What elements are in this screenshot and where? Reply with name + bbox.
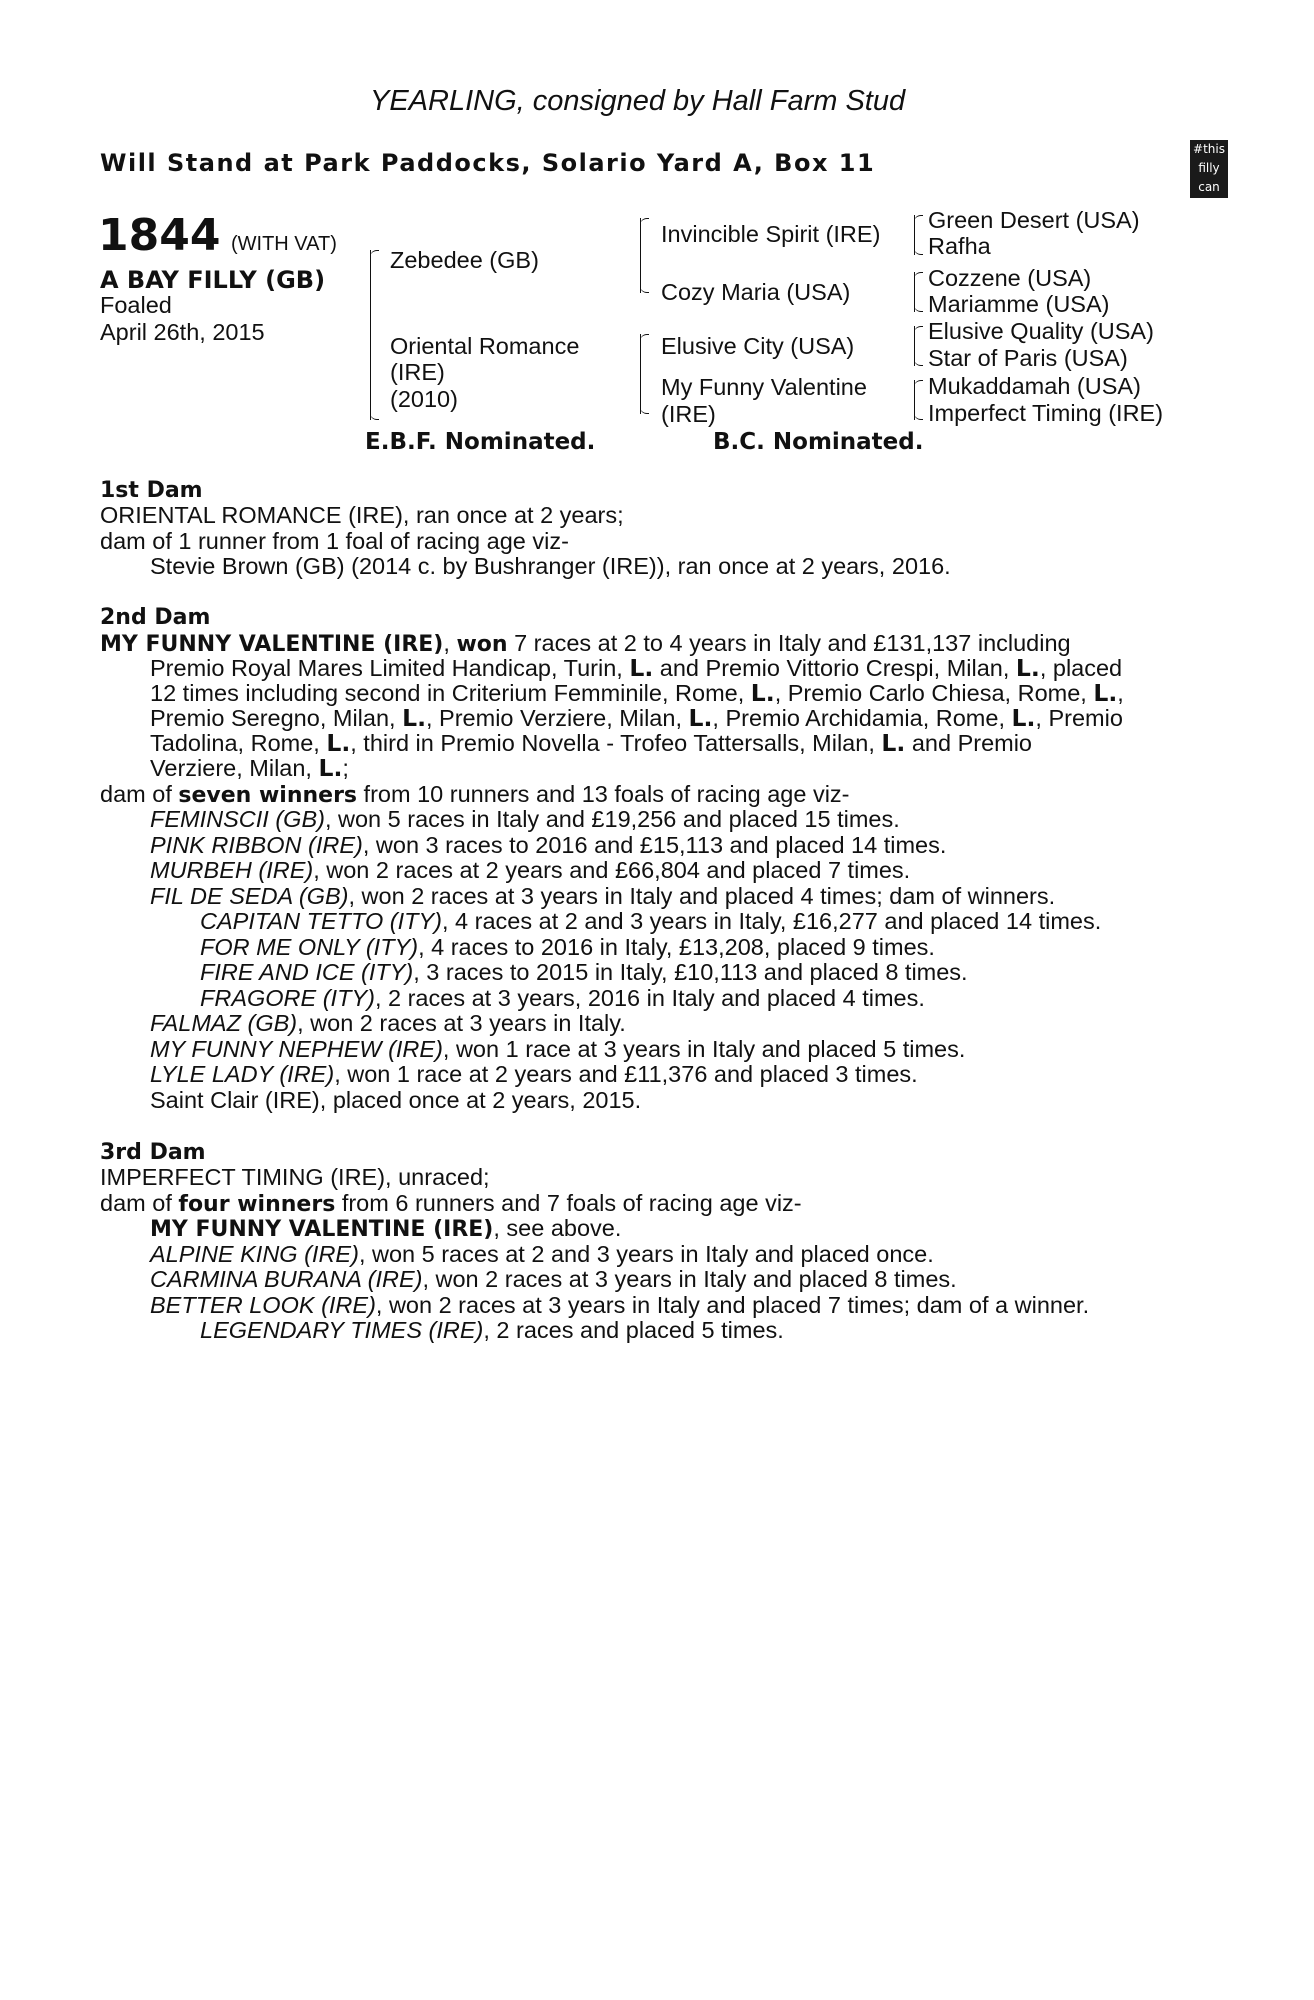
second-dam-para-line-4: Premio Seregno, Milan, L., Premio Verziere, Milan, L., Premio Archidamia, Rome, L., Premio bbox=[150, 704, 1123, 732]
sire-sire: Invincible Spirit (IRE) bbox=[661, 221, 881, 247]
dam-dam-line-1: My Funny Valentine bbox=[661, 374, 867, 400]
brace-ds bbox=[914, 326, 915, 366]
second-dam-dam-of: dam of seven winners from 10 runners and 13 foals of racing age viz- bbox=[100, 781, 850, 808]
page-title: YEARLING, consigned by Hall Farm Stud bbox=[370, 85, 906, 117]
first-dam-line-2: dam of 1 runner from 1 foal of racing age viz- bbox=[100, 528, 569, 554]
sdd: Mariamme (USA) bbox=[928, 291, 1110, 317]
list-item: FALMAZ (GB), won 2 races at 3 years in Italy. bbox=[150, 1010, 626, 1036]
list-item: CAPITAN TETTO (ITY), 4 races at 2 and 3 years in Italy, £16,277 and placed 14 times. bbox=[200, 908, 1102, 934]
first-dam-line-3: Stevie Brown (GB) (2014 c. by Bushranger (IRE)), ran once at 2 years, 2016. bbox=[150, 553, 951, 579]
foaled-date: April 26th, 2015 bbox=[100, 319, 265, 345]
dss: Elusive Quality (USA) bbox=[928, 318, 1154, 344]
dam-sire: Elusive City (USA) bbox=[661, 333, 855, 359]
first-dam-heading: 1st Dam bbox=[100, 478, 203, 503]
pedigree-brace-sire bbox=[640, 218, 641, 293]
list-item: MURBEH (IRE), won 2 races at 2 years and £66,804 and placed 7 times. bbox=[150, 857, 911, 883]
sire-dam: Cozy Maria (USA) bbox=[661, 279, 851, 305]
list-item: MY FUNNY VALENTINE (IRE), see above. bbox=[150, 1215, 622, 1242]
dam-dam-line-2: (IRE) bbox=[661, 401, 716, 427]
third-dam-dam-of: dam of four winners from 6 runners and 7 foals of racing age viz- bbox=[100, 1190, 802, 1217]
location-line: Will Stand at Park Paddocks, Solario Yard A, Box 11 bbox=[100, 149, 876, 177]
sds: Cozzene (USA) bbox=[928, 265, 1092, 291]
third-dam-line-1: IMPERFECT TIMING (IRE), unraced; bbox=[100, 1164, 490, 1190]
ddd: Imperfect Timing (IRE) bbox=[928, 400, 1164, 426]
list-item: BETTER LOOK (IRE), won 2 races at 3 years in Italy and placed 7 times; dam of a winner. bbox=[150, 1292, 1090, 1318]
second-dam-para-line-5: Tadolina, Rome, L., third in Premio Novella - Trofeo Tattersalls, Milan, L. and Premio bbox=[150, 729, 1032, 757]
first-dam-line-1: ORIENTAL ROMANCE (IRE), ran once at 2 years; bbox=[100, 502, 624, 528]
sire: Zebedee (GB) bbox=[390, 247, 539, 273]
dam-line-3: (2010) bbox=[390, 386, 458, 412]
sss: Green Desert (USA) bbox=[928, 207, 1140, 233]
list-item: LYLE LADY (IRE), won 1 race at 2 years and £11,376 and placed 3 times. bbox=[150, 1061, 918, 1087]
second-dam-para-line-1: MY FUNNY VALENTINE (IRE), won 7 races at 2 to 4 years in Italy and £131,137 including bbox=[100, 630, 1071, 657]
list-item: ALPINE KING (IRE), won 5 races at 2 and 3 years in Italy and placed once. bbox=[150, 1241, 934, 1267]
ssd: Rafha bbox=[928, 233, 991, 259]
list-item: FIL DE SEDA (GB), won 2 races at 3 years in Italy and placed 4 times; dam of winners. bbox=[150, 883, 1056, 909]
dds: Mukaddamah (USA) bbox=[928, 373, 1141, 399]
second-dam-para-line-3: 12 times including second in Criterium Femminile, Rome, L., Premio Carlo Chiesa, Rome, L., bbox=[150, 679, 1124, 707]
dam-line-1: Oriental Romance bbox=[390, 333, 580, 359]
dsd: Star of Paris (USA) bbox=[928, 345, 1128, 371]
dam-line-2: (IRE) bbox=[390, 359, 445, 385]
lot-name: A BAY FILLY (GB) bbox=[100, 266, 326, 294]
second-dam-para-line-2: Premio Royal Mares Limited Handicap, Turin, L. and Premio Vittorio Crespi, Milan, L., placed bbox=[150, 654, 1123, 682]
this-filly-can-logo: #this filly can bbox=[1190, 140, 1228, 198]
pedigree-brace-main bbox=[370, 250, 371, 420]
brace-dd bbox=[914, 380, 915, 420]
foaled-label: Foaled bbox=[100, 292, 172, 318]
ebf-nominated: E.B.F. Nominated. bbox=[365, 429, 596, 455]
list-item: FOR ME ONLY (ITY), 4 races to 2016 in Italy, £13,208, placed 9 times. bbox=[200, 934, 935, 960]
second-dam-para-line-6: Verziere, Milan, L.; bbox=[150, 754, 349, 782]
brace-ss bbox=[914, 215, 915, 255]
lot-number-row bbox=[98, 212, 337, 260]
list-item: PINK RIBBON (IRE), won 3 races to 2016 and £15,113 and placed 14 times. bbox=[150, 832, 947, 858]
third-dam-heading: 3rd Dam bbox=[100, 1140, 206, 1165]
list-item: Saint Clair (IRE), placed once at 2 years, 2015. bbox=[150, 1087, 642, 1113]
lot-number: 1844 bbox=[98, 210, 221, 261]
pedigree-brace-dam bbox=[640, 334, 641, 414]
list-item: MY FUNNY NEPHEW (IRE), won 1 race at 3 years in Italy and placed 5 times. bbox=[150, 1036, 966, 1062]
list-item: FRAGORE (ITY), 2 races at 3 years, 2016 in Italy and placed 4 times. bbox=[200, 985, 925, 1011]
second-dam-heading: 2nd Dam bbox=[100, 605, 211, 630]
list-item: LEGENDARY TIMES (IRE), 2 races and placed 5 times. bbox=[200, 1317, 784, 1343]
brace-sd bbox=[914, 272, 915, 312]
list-item: CARMINA BURANA (IRE), won 2 races at 3 years in Italy and placed 8 times. bbox=[150, 1266, 957, 1292]
bc-nominated: B.C. Nominated. bbox=[713, 429, 924, 455]
vat-label: (WITH VAT) bbox=[231, 233, 337, 255]
list-item: FIRE AND ICE (ITY), 3 races to 2015 in Italy, £10,113 and placed 8 times. bbox=[200, 959, 968, 985]
list-item: FEMINSCII (GB), won 5 races in Italy and £19,256 and placed 15 times. bbox=[150, 806, 900, 832]
